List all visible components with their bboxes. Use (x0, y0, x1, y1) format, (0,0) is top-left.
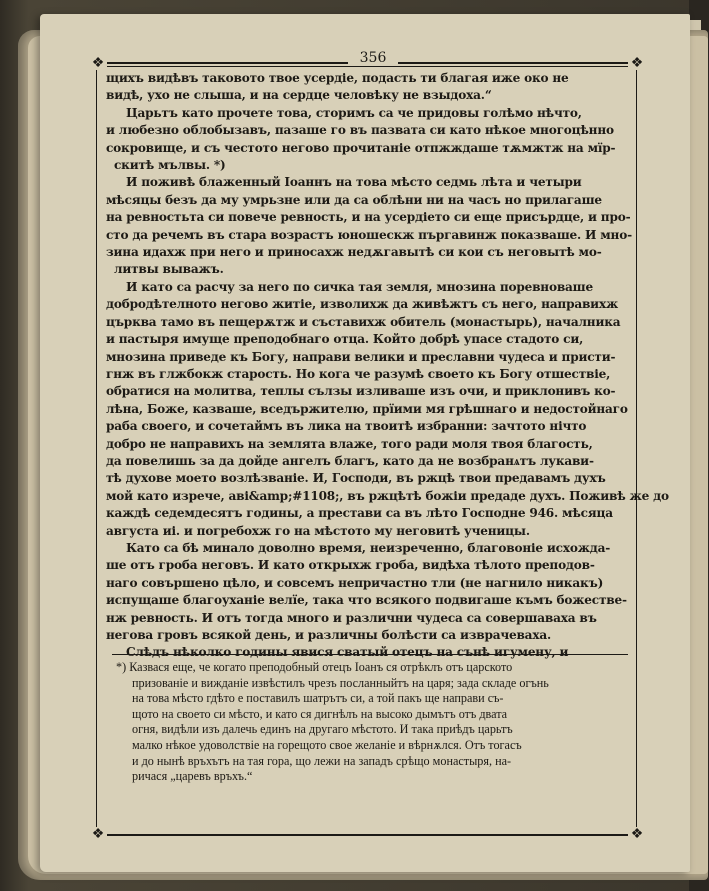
footnote-line: призованіе и вижданіе извѣстилъ чрезъ посланныйтъ на царя; зада складе огънь (132, 675, 549, 690)
body-text (106, 70, 669, 662)
text-line: сокровище, и съ честото негово прочитаніе отпжждаше тѫмжтж на мїр- (106, 140, 616, 155)
text-line: ше отъ гроба неговъ. И като открыхж гроба, видѣха тѣлото преподов- (106, 558, 595, 573)
text-line: И поживѣ блаженный Іоаннъ на това мѣсто седмь лѣта и четыри (126, 175, 582, 190)
text-line: нж ревность. И отъ тогда много и различни чудеса са совершаваха въ (106, 610, 597, 625)
footnote-line: ричася „царевъ връхъ.“ (132, 769, 253, 784)
text-line: испущаше благоуханіе велїе, така что всякого подвигаше къмъ божествe- (106, 593, 627, 608)
text-line: Като са бѣ минало доволно время, неизреченно, благовоніе исхождa- (126, 540, 611, 555)
text-line: зина идахж при него и приносахж недѫгавытѣ си кои съ неговытѣ мо- (106, 245, 602, 260)
footnote-line: и до нынѣ връхътъ на тая гора, що лежи на западъ срѣщо монастыря, на- (132, 753, 512, 768)
corner-ornament-icon: ❖ (89, 56, 107, 70)
corner-ornament-icon: ❖ (89, 827, 107, 841)
frame-top-rule-thin (98, 66, 636, 67)
text-line: литвы выважъ. (114, 262, 224, 277)
frame-left-rule (96, 62, 97, 834)
text-line: сто да речемъ въ стара возрастъ юношескж пъргавинж показваше. И мно- (106, 227, 632, 242)
text-line: и любезно облобызавъ, пазаше го въ пазвата си като нѣкое многоцѣнно (106, 123, 614, 138)
text-line: видѣ, ухо не слыша, и на сердце человѣку не взыдоха.“ (106, 88, 492, 103)
text-line: и пастыря имуще преподобнаго отца. Който добрѣ упасе стадото си, (106, 332, 584, 347)
frame-bottom-rule (98, 834, 636, 836)
text-line: обратися на молитва, теплы сълзы изливаше изъ очи, и приклонивъ ко- (106, 384, 616, 399)
text-line: негова гровъ всякой день, и различны болѣсти са изврачеваха. (106, 628, 551, 642)
text-line: августа иі. и погребохж го на мѣстото му неговитѣ ученицы. (106, 523, 530, 538)
text-line: раба своего, и сочетаймъ въ лика на твоитѣ избранни: зачтото нічто (106, 419, 587, 434)
frame-right-rule (636, 62, 637, 834)
footnote-line: *) Казвася еще, че когато преподобный отецъ Іоанъ ся отрѣклъ отъ царското (116, 660, 513, 674)
footnote (112, 660, 632, 785)
footnote-line: огня, видѣли изъ далечь единъ на другаго мѣстото. И така приѣдъ царьтъ (132, 722, 513, 737)
text-line: лѣна, Боже, казваше, вседържителю, прїими мя грѣшнаго и недостойнаго (106, 401, 628, 416)
text-line: каждѣ седемдесятъ годины, а престави са въ лѣто Господне 946. мѣсяца (106, 506, 613, 521)
footnote-rule (112, 654, 628, 655)
footnote-line: на това мѣсто гдѣто е поставилъ шатрътъ си, а той пакъ ще направи съ- (132, 691, 504, 706)
text-line: тѣ духове моето возлѣзваніе. И, Господи, въ ржцѣ твои предавамъ духъ (106, 471, 606, 486)
corner-ornament-icon: ❖ (628, 56, 646, 70)
text-line: И като са расчу за него по сичка тая земля, мнозина поревноваше (126, 279, 593, 294)
text-line: скитѣ мълвы. *) (114, 158, 226, 173)
text-line: щихъ видѣвъ таковото твое усердіе, подасть ти благая иже око не (106, 71, 569, 85)
text-line: мнозина приведе къ Богу, направи велики и преславни чудеса и присти- (106, 349, 616, 364)
text-line: църква тамо въ пещерѫтж и съставихж обитель (монастырь), началника (106, 314, 621, 329)
footnote-line: щото на своето си мѣсто, и като ся дигнѣлъ на высоко дымътъ отъ двата (132, 706, 508, 721)
corner-ornament-icon: ❖ (628, 827, 646, 841)
page-number: 356 (348, 50, 398, 66)
text-line: мой като изрече, аві&amp;#1108;, въ ржцѣтѣ божіи предаде духъ. Поживѣ же до (106, 488, 669, 503)
text-line: мѣсяцы безъ да му умрьзне или да са облѣни ни на часъ но прилагаше (106, 192, 602, 207)
text-line: добро не направихъ на землята влаже, того ради моля твоя благость, (106, 436, 593, 451)
footnote-line: малко нѣкое удоволствіе на горещото свое желаніе и вѣрнѫлся. Отъ тогасъ (132, 737, 522, 752)
text-line: наго совършено цѣло, и совсемъ непричастно тли (не нагнило никакъ) (106, 575, 604, 590)
text-line: Царьтъ като прочете това, сторимъ са че придовы голѣмо нѣчто, (126, 105, 582, 120)
text-line: Слѣдъ нѣколко годины явися сватый отецъ на сънѣ игумену, и (126, 645, 569, 660)
text-line: добродѣтелното негово житіе, изволихж да живѣжтъ съ него, направихж (106, 297, 618, 312)
text-line: на ревностьта си повече ревность, и на усердіето си еще присърдце, и про- (106, 210, 631, 225)
text-line: гнж въ глжбокж старость. Но кога че разумѣ своето къ Богу отшествіе, (106, 366, 611, 381)
text-line: да повелишь за да дойде ангелъ благъ, като да не возбранѧтъ лукави- (106, 453, 594, 468)
